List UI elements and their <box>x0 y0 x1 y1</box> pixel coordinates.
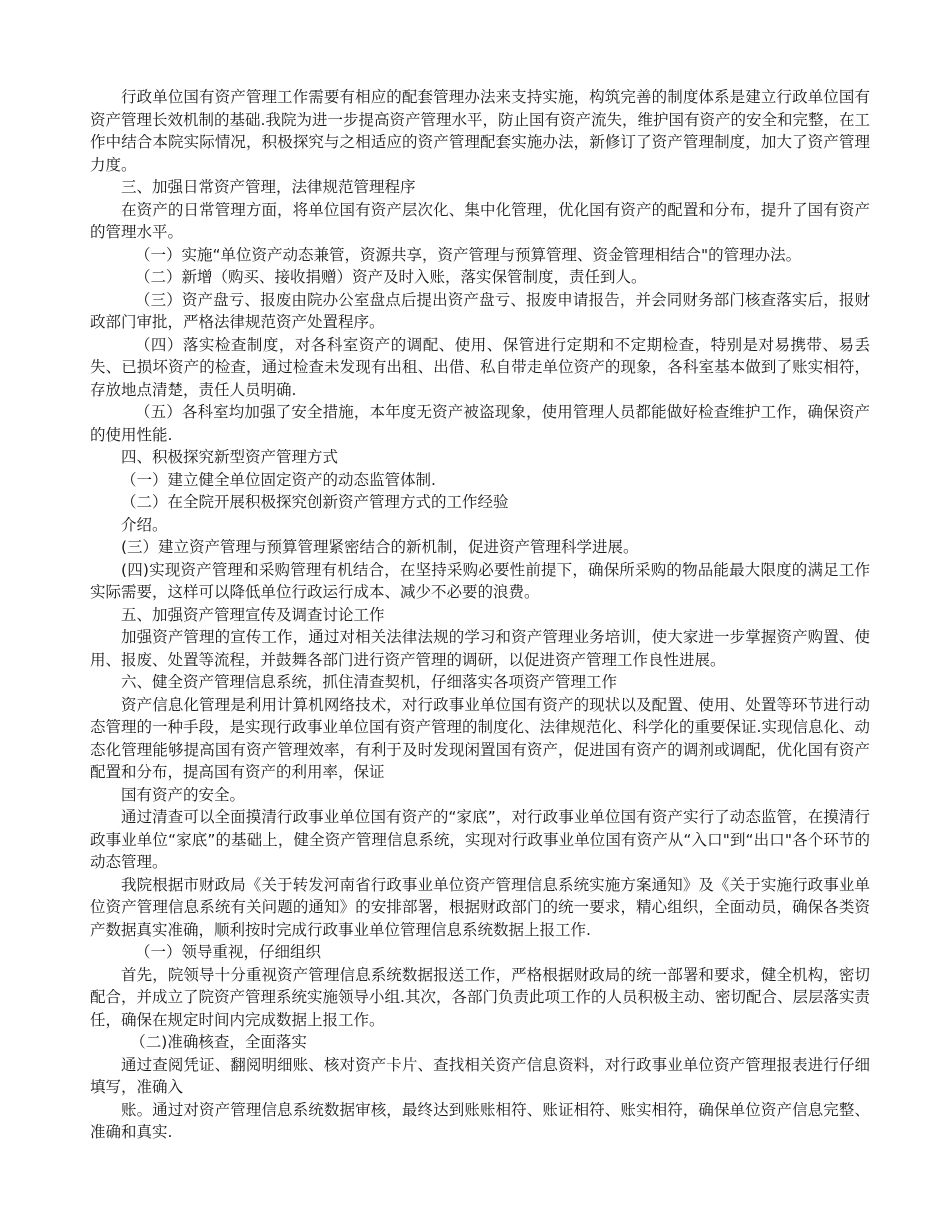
section-heading-4: 四、积极探究新型资产管理方式 <box>121 448 339 466</box>
section-heading-6: 六、健全资产管理信息系统，抓住清查契机，仔细落实各项资产管理工作 <box>121 673 618 691</box>
list-item-3-2: （二）新增（购买、接收捐赠）资产及时入账，落实保管制度，责任到人。 <box>134 268 647 286</box>
list-item-3-3: （三）资产盘亏、报废由院办公室盘点后提出资产盘亏、报废申请报告，并会同财务部门核查落实后，报财政部门审批，严格法律规范资产处置程序。 <box>90 290 870 331</box>
paragraph-intro: 行政单位国有资产管理工作需要有相应的配套管理办法来支持实施，构筑完善的制度体系是建立行政单位国有资产管理长效机制的基础.我院为进一步提高资产管理水平，防止国有资产流失，维护国有资产的安全和完整，在工作中结合本院实际情况，积极探究与之相适应的资产管理配套实施办法，新修订了资产管理制度，加大了资产管理力度。 <box>90 88 870 174</box>
list-item-4-2-cont: 介绍。 <box>121 515 168 534</box>
paragraph-daily-management: 在资产的日常管理方面，将单位国有资产层次化、集中化管理，优化国有资产的配置和分布，提升了国有资产的管理水平。 <box>90 200 870 241</box>
list-item-3-5: （五）各科室均加强了安全措施，本年度无资产被盗现象，使用管理人员都能做好检查维护工作，确保资产的使用性能. <box>90 403 870 444</box>
list-item-3-4: （四）落实检查制度，对各科室资产的调配、使用、保管进行定期和不定期检查，特别是对易携带、易丢失、已损坏资产的检查，通过检查未发现有出租、出借、私自带走单位资产的现象，各科室基本做到了账实相符，存放地点清楚，责任人员明确. <box>90 335 870 399</box>
list-item-3-1: （一）实施“单位资产动态兼管，资源共享，资产管理与预算管理、资金管理相结合"的管理办法。 <box>134 245 802 264</box>
section-heading-5: 五、加强资产管理宣传及调查讨论工作 <box>121 605 385 624</box>
section-heading-3: 三、加强日常资产管理，法律规范管理程序 <box>121 178 416 196</box>
paragraph-deployment: 我院根据市财政局《关于转发河南省行政事业单位资产管理信息系统实施方案通知》及《关于实施行政事业单位资产管理信息系统有关问题的通知》的安排部署，根据财政部门的统一要求，精心组织，全面动员，确保各类资产数据真实准确，顺利按时完成行政事业单位管理信息系统数据上报工作. <box>90 875 870 939</box>
paragraph-verification: 通过查阅凭证、翻阅明细账、核对资产卡片、查找相关资产信息资料，对行政事业单位资产管理报表进行仔细填写，准确入 <box>90 1055 870 1096</box>
list-item-4-4: (四)实现资产管理和采购管理有机结合，在坚持采购必要性前提下，确保所采购的物品能最大限度的满足工作实际需要，这样可以降低单位行政运行成本、减少不必要的浪费。 <box>90 560 870 601</box>
paragraph-inventory: 通过清查可以全面摸清行政事业单位国有资产的“家底”，对行政事业单位国有资产实行了动态监管，在摸清行政事业单位“家底”的基础上，健全资产管理信息系统，实现对行政事业单位国有资产从“入口"到“出口"各个环节的动态管理。 <box>90 808 870 871</box>
list-item-4-2: （二）在全院开展积极探究创新资产管理方式的工作经验 <box>121 493 509 511</box>
list-item-6-2: （二)准确核查，全面落实 <box>130 1033 307 1051</box>
paragraph-informatization-cont: 国有资产的安全。 <box>121 785 246 804</box>
paragraph-informatization: 资产信息化管理是利用计算机网络技术，对行政事业单位国有资产的现状以及配置、使用、处置等环节进行动态管理的一种手段，是实现行政事业单位国有资产管理的制度化、法律规范化、科学化的重要保证.实现信息化、动态化管理能够提高国有资产管理效率，有利于及时发现闲置国有资产，促进国有资产的调剂或调配，优化国有资产配置和分布，提高国有资产的利用率，保证 <box>90 695 870 781</box>
list-item-4-3: (三）建立资产管理与预算管理紧密结合的新机制，促进资产管理科学进展。 <box>121 538 639 556</box>
list-item-4-1: （一）建立健全单位固定资产的动态监管体制. <box>121 470 436 489</box>
list-item-6-1: （一）领导重视，仔细组织 <box>134 943 321 961</box>
paragraph-leadership: 首先，院领导十分重视资产管理信息系统数据报送工作，严格根据财政局的统一部署和要求，健全机构，密切配合，并成立了院资产管理系统实施领导小组.其次，各部门负责此项工作的人员积极主动、密切配合、层层落实责任，确保在规定时间内完成数据上报工作。 <box>90 965 870 1029</box>
paragraph-publicity: 加强资产管理的宣传工作，通过对相关法律法规的学习和资产管理业务培训，使大家进一步掌握资产购置、使用、报废、处置等流程，并鼓舞各部门进行资产管理的调研，以促进资产管理工作良性进展。 <box>90 628 870 669</box>
paragraph-verification-cont: 账。通过对资产管理信息系统数据审核，最终达到账账相符、账证相符、账实相符，确保单位资产信息完整、准确和真实. <box>90 1100 870 1141</box>
